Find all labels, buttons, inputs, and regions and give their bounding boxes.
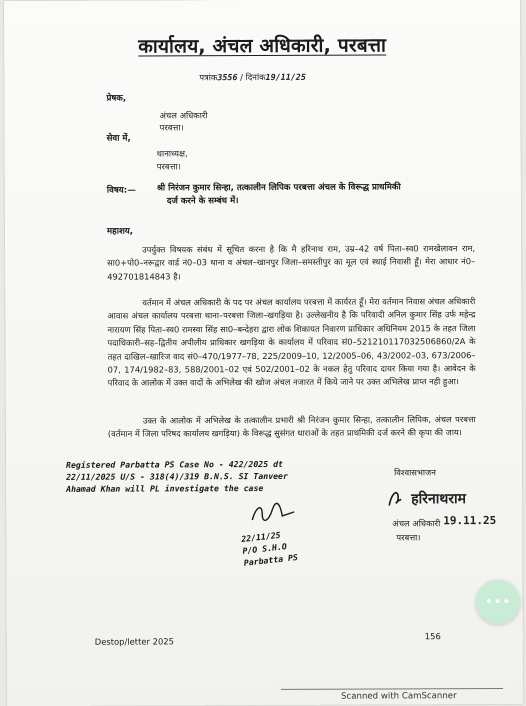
- patrank-value: 3556: [217, 72, 238, 83]
- body-paragraph-1: उपर्युक्त विषयक संबंध में सूचित करना है कि मै हरिनाथ राम, उम्र–42 वर्ष पिता–स्व0 रामखेलावन राम, सा0+पो0–नरूद्वार वार्ड नं0–03 थाना व अंचल–खानपुर जिला–समस्तीपुर का मूल एवं स्थाई निवासी हूँ। मेरा आधार नं0–492701814843 है।: [107, 243, 476, 282]
- sho-note-date: 22/11/25: [240, 529, 281, 544]
- signature-flourish-icon: [386, 487, 404, 509]
- designation-place: परबत्ता।: [396, 532, 421, 543]
- endorsement-line-3: Ahamad Khan will PL investigate the case: [66, 482, 264, 494]
- closing-text: विश्वासभाजन: [394, 467, 436, 478]
- body-paragraph-2: वर्तमान में अंचल अधिकारी के पद पर अंचल कार्यालय परबत्ता में कार्यरत हूँ। मेरा वर्तमान निवास अंचल अधिकारी आवास अंचल कार्यालय परबत्ता थाना–परबत्ता जिला–खगड़िया है। उल्लेखनीय है कि परिवादी अनिल कुमार सिंह उर्फ महेन्द्र नारायण सिंह पिता–स्व0 रामस्वा सिंह सा0–बन्देहरा द्वारा लोक शिकायत निवारण प्राधिकार अधिनियम 2015 के तहत जिला पदाधिकारी–सह–द्वितीय अपीलीय प्राधिकार खगड़िया के कार्यालय में परिवाद सं0–521210117032506860/2A के तहत दाखिल–खारिज वाद सं0–470/1977–78, 225/2009–10, 12/2005–06, 43/2002–03, 673/2006–07, 174/1982–83, 588/2001–02 एवं 502/2001–02 के नकल हेतु परिवाद दायर किया गया है। आवेदन के परिवाद के आलोक में उक्त वादों के अभिलेख की खोज अंचल नजारत में किये जाने पर उक्त अभिलेख प्राप्त नही हुआ।: [107, 296, 476, 389]
- scanned-letter: [4, 0, 523, 706]
- designation: अंचल अधिकारी: [392, 518, 441, 529]
- signature-date: 19.11.25: [443, 513, 497, 528]
- recipient-line-1: थानाध्यक्ष,: [156, 148, 188, 159]
- sender-line-1: अंचल अधिकारी: [159, 110, 208, 121]
- subject-text: [157, 181, 477, 208]
- sho-note-station: Parbatta PS: [243, 551, 299, 568]
- sender-label: प्रेषक,: [106, 93, 127, 104]
- salutation: महाशय,: [106, 226, 134, 237]
- scanner-watermark: Scanned with CamScanner: [341, 691, 457, 702]
- ref-separator: /: [240, 72, 244, 83]
- scan-bottom-rule: [281, 688, 503, 690]
- sho-signature-icon: [248, 500, 298, 528]
- handwritten-endorsement: [66, 457, 386, 494]
- subject-line-1: श्री निरंजन कुमार सिन्हा, तत्कालीन लिपिक परबत्ता अंचल के विरूद्ध प्राथमिकी: [156, 182, 401, 194]
- office-title: कार्यालय, अंचल अधिकारी, परबत्ता: [138, 34, 387, 58]
- recipient-line-2: परबत्ता।: [156, 161, 181, 172]
- more-dots-icon: •••: [484, 594, 511, 610]
- subject-line-2: दर्ज करने के सम्बंध में।: [166, 196, 239, 207]
- sho-note-title: P/O S.H.O: [242, 541, 288, 556]
- footer-page-number: 156: [424, 631, 441, 642]
- dinank-label: दिनांक: [245, 71, 266, 83]
- more-options-button[interactable]: [476, 580, 520, 624]
- signature-name: हरिनाथराम: [411, 491, 467, 508]
- sender-line-2: परबत्ता।: [159, 122, 184, 133]
- recipient-label: सेवा में,: [106, 133, 131, 144]
- dinank-value: 19/11/25: [265, 71, 306, 82]
- body-paragraph-3: उक्त के आलोक में अभिलेख के तत्कालीन प्रभारी श्री निरंजन कुमार सिन्हा, तत्कालीन लिपिक, अंचल परबत्ता (वर्तमान में जिला परिषद कार्यालय खगड़िया) के विरूद्ध सुसंगत धाराओं के तहत प्राथमिकी दर्ज करने की कृपा की जाय।: [107, 414, 476, 440]
- patrank-label: पत्रांक: [199, 72, 218, 83]
- footer-file-ref: Destop/letter 2025: [94, 636, 174, 647]
- sho-signature-note: [226, 500, 306, 580]
- reference-line: [199, 72, 306, 83]
- endorsement-line-1: Registered Parbatta PS Case No - 422/2025 dt: [66, 458, 283, 470]
- subject-label: विषय:—: [106, 185, 136, 196]
- endorsement-line-2: 22/11/2025 U/S - 318(4)/319 B.N.S. SI Tanveer: [66, 470, 288, 482]
